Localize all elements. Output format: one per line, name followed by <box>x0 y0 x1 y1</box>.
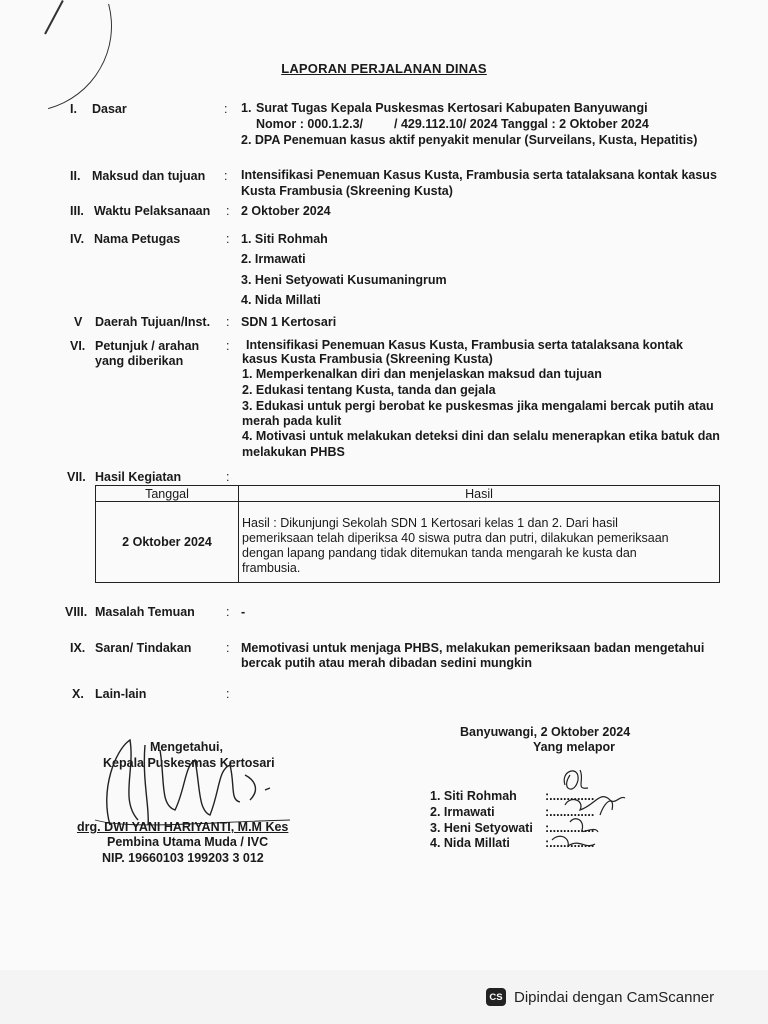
saran-line1: Memotivasi untuk menjaga PHBS, melakukan pemeriksaan badan mengetahui <box>241 641 705 655</box>
table-cell-date: 2 Oktober 2024 <box>96 502 239 583</box>
colon: : <box>224 102 228 116</box>
petunjuk-line: 4. Motivasi untuk melakukan deteksi dini dan selalu menerapkan etika batuk dan <box>242 429 720 443</box>
table-cell-result <box>239 502 720 583</box>
section-num-dasar: I. <box>70 102 77 116</box>
masalah-value: - <box>241 605 246 619</box>
section-label-petunjuk-1: Petunjuk / arahan <box>95 339 200 353</box>
section-num-waktu: III. <box>70 204 84 218</box>
maksud-line1: Intensifikasi Penemuan Kasus Kusta, Frambusia serta tatalaksana kontak kasus <box>241 168 717 182</box>
petunjuk-line: melakukan PHBS <box>242 445 345 459</box>
section-num-petunjuk: VI. <box>70 339 86 353</box>
colon: : <box>224 169 228 183</box>
sig-left-name: drg. DWI YANI HARIYANTI, M.M Kes <box>77 820 289 834</box>
dasar-item2: 2. DPA Penemuan kasus aktif penyakit menular (Surveilans, Kusta, Hepatitis) <box>241 133 698 147</box>
petunjuk-line: 2. Edukasi tentang Kusta, tanda dan gejala <box>242 383 496 397</box>
dasar-item1-nomor: Nomor : 000.1.2.3/ <box>256 117 363 131</box>
petunjuk-line: 3. Edukasi untuk pergi berobat ke puskesmas jika mengalami bercak putih atau <box>242 399 714 413</box>
result-line: dengan lapang pandang tidak ditemukan tanda mengarah ke kusta dan <box>242 546 637 560</box>
section-label-dasar: Dasar <box>92 102 127 116</box>
section-label-masalah: Masalah Temuan <box>95 605 195 619</box>
signer-dots: :............. <box>545 836 595 850</box>
colon: : <box>226 470 230 484</box>
signer-name: 3. Heni Setyowati <box>430 821 533 835</box>
colon: : <box>226 605 230 619</box>
colon: : <box>226 232 230 246</box>
section-label-petunjuk-2: yang diberikan <box>95 354 184 368</box>
section-label-petugas: Nama Petugas <box>94 232 181 246</box>
sig-left-rank: Pembina Utama Muda / IVC <box>107 835 269 849</box>
result-line: Hasil : Dikunjungi Sekolah SDN 1 Kertosari kelas 1 dan 2. Dari hasil <box>242 516 618 530</box>
section-num-lain: X. <box>72 687 84 701</box>
camscanner-logo-icon: CS <box>486 988 506 1006</box>
colon: : <box>226 315 230 329</box>
hasil-table <box>95 485 720 583</box>
petunjuk-line: merah pada kulit <box>242 414 342 428</box>
section-label-daerah: Daerah Tujuan/Inst. <box>95 315 211 329</box>
section-num-saran: IX. <box>70 641 86 655</box>
petugas-name-2: 2. Irmawati <box>241 252 306 266</box>
daerah-value: SDN 1 Kertosari <box>241 315 337 329</box>
section-label-lain: Lain-lain <box>95 687 147 701</box>
sig-right-role: Yang melapor <box>533 740 615 754</box>
table-header-row <box>96 486 720 502</box>
section-label-saran: Saran/ Tindakan <box>95 641 192 655</box>
colon: : <box>226 641 230 655</box>
camscanner-text: Dipindai dengan CamScanner <box>514 988 715 1006</box>
document-title: LAPORAN PERJALANAN DINAS <box>281 61 487 76</box>
signer-name: 4. Nida Millati <box>430 836 510 850</box>
section-num-maksud: II. <box>70 169 81 183</box>
camscanner-footer <box>470 980 768 1014</box>
sig-left-mengetahui: Mengetahui, <box>150 740 223 754</box>
result-line: pemeriksaan telah diperiksa 40 siswa putra dan putri, dilakukan pemeriksaan <box>242 531 669 545</box>
signer-dots: :............. <box>545 821 595 835</box>
signer-dots: :............. <box>545 789 595 803</box>
petunjuk-line: Intensifikasi Penemuan Kasus Kusta, Frambusia serta tatalaksana kontak <box>246 338 683 352</box>
table-row <box>96 502 720 583</box>
saran-line2: bercak putih atau merah dibadan sedini mungkin <box>241 656 533 670</box>
dasar-item1-nomor-rest: / 429.112.10/ 2024 Tanggal : 2 Oktober 2024 <box>394 117 649 131</box>
sig-left-position: Kepala Puskesmas Kertosari <box>103 756 275 770</box>
section-label-waktu: Waktu Pelaksanaan <box>94 204 211 218</box>
section-num-daerah: V <box>74 315 83 329</box>
sig-right-place-date: Banyuwangi, 2 Oktober 2024 <box>460 725 631 739</box>
sig-left-nip: NIP. 19660103 199203 3 012 <box>102 851 264 865</box>
dasar-item1-num: 1. <box>241 101 252 115</box>
colon: : <box>226 204 230 218</box>
waktu-value: 2 Oktober 2024 <box>241 204 331 218</box>
section-num-hasil: VII. <box>67 470 86 484</box>
petugas-name-1: 1. Siti Rohmah <box>241 232 328 246</box>
section-label-hasil: Hasil Kegiatan <box>95 470 182 484</box>
maksud-line2: Kusta Frambusia (Skreening Kusta) <box>241 184 453 198</box>
colon: : <box>226 339 230 353</box>
petunjuk-line: kasus Kusta Frambusia (Skreening Kusta) <box>242 352 493 366</box>
petugas-name-3: 3. Heni Setyowati Kusumaningrum <box>241 273 447 287</box>
signer-name: 1. Siti Rohmah <box>430 789 517 803</box>
section-num-masalah: VIII. <box>65 605 88 619</box>
signer-dots: :............. <box>545 805 595 819</box>
petugas-name-4: 4. Nida Millati <box>241 293 321 307</box>
result-line: frambusia. <box>242 561 301 575</box>
table-header-tanggal: Tanggal <box>96 486 239 502</box>
signature-scribble-left <box>90 730 290 830</box>
dasar-item1-line1: Surat Tugas Kepala Puskesmas Kertosari Kabupaten Banyuwangi <box>256 101 648 115</box>
signer-name: 2. Irmawati <box>430 805 495 819</box>
colon: : <box>226 687 230 701</box>
signature-scribbles-right <box>540 760 640 860</box>
table-header-hasil: Hasil <box>239 486 720 502</box>
petunjuk-line: 1. Memperkenalkan diri dan menjelaskan maksud dan tujuan <box>242 367 602 381</box>
section-num-petugas: IV. <box>70 232 85 246</box>
section-label-maksud: Maksud dan tujuan <box>92 169 206 183</box>
